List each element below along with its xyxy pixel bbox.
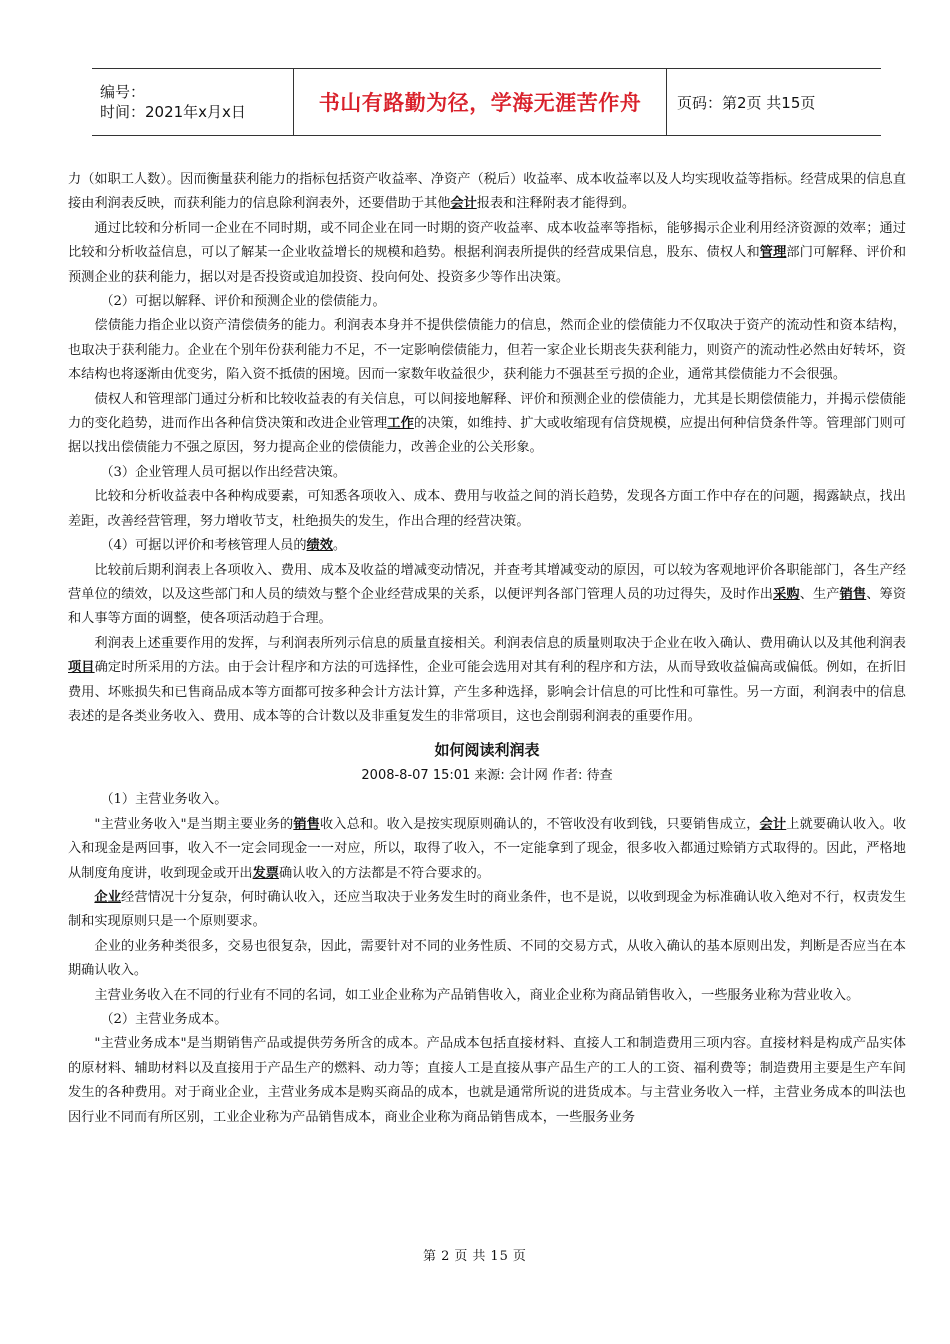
article-meta: 2008-8-07 15:01 来源: 会计网 作者: 待查 xyxy=(361,768,613,784)
text: 债权人和管理部门通过分析和比较收益表的有关信息，可以间接地解释、评价和预测企业的偿债能力，尤其是长期偿债能力，并揭示偿债能力的变化趋势，进而作出各种信贷决策和改进企业管理 xyxy=(68,391,906,432)
paragraph xyxy=(68,168,906,217)
text: 确定时所采用的方法。由于会计程序和方法的可选择性，企业可能会选用对其有利的程序和方法，从而导致收益偏高或偏低。例如，在折旧费用、坏账损失和已售商品成本等方面都可按多种会计方法计算，产生多种选择，影响会计信息的可比性和可靠性。另一方面，利润表中的信息表述的是各类业务收入、费用、成本等的合计数以及非重复发生的非常项目，这也会削弱利润表的重要作用。 xyxy=(68,660,906,724)
time-label: 时间：2021年x月x日 xyxy=(100,103,246,121)
text: 力（如职工人数）。因而衡量获利能力的指标包括资产收益率、净资产（税后）收益率、成本收益率以及人均实现收益等指标。经营成果的信息直接由利润表反映，而获利能力的信息除利润表外，还要借助于其他 xyxy=(68,172,906,212)
text: （4）可据以评价和考核管理人员的 xyxy=(100,538,307,554)
text: 确认收入的方法都是不符合要求的。 xyxy=(279,865,490,881)
text: 、筹资和人事等方面的调整，使各项活动趋于合理。 xyxy=(68,586,907,627)
paragraph xyxy=(68,217,906,290)
section-heading: （2）可据以解释、评价和预测企业的偿债能力。 xyxy=(100,294,386,310)
paragraph: "主营业务成本"是当期销售产品或提供劳务所含的成本。产品成本包括直接材料、直接人工和制造费用三项内容。直接材料是构成产品实体的原材料、辅助材料以及直接用于产品生产的燃料、动力等；直接人工是直接从事产品生产的工人的工资、福利费等；制造费用主要是生产车间发生的各种费用。对于商业企业，主营业务成本是购买商品的成本，也就是通常所说的进货成本。与主营业务收入一样，主营业务成本的叫法也因行业不同而有所区别，工业企业称为产品销售成本，商业企业称为商品销售成本，一些服务业务 xyxy=(68,1036,906,1125)
paragraph: 企业的业务种类很多，交易也很复杂，因此，需要针对不同的业务性质、不同的交易方式，从收入确认的基本原则出发，判断是否应当在本期确认收入。 xyxy=(68,938,906,979)
page-header xyxy=(92,68,881,136)
text: 收入总和。收入是按实现原则确认的，不管收没有收到钱，只要销售成立， xyxy=(319,816,760,832)
link-xiaoshou-2[interactable]: 销售 xyxy=(293,816,320,832)
link-xiangmu[interactable]: 项目 xyxy=(68,660,95,676)
paragraph: 比较和分析收益表中各种构成要素，可知悉各项收入、成本、费用与收益之间的消长趋势，发现各方面工作中存在的问题，揭露缺点，找出差距，改善经营管理，努力增收节支，杜绝损失的发生，作出合理的经营决策。 xyxy=(68,489,906,529)
text: 报表和注释附表才能得到。 xyxy=(476,196,636,212)
paragraph xyxy=(68,559,906,632)
section-heading: （2）主营业务成本。 xyxy=(100,1012,228,1027)
footer-text: 共 xyxy=(472,1249,487,1264)
link-fapiao[interactable]: 发票 xyxy=(252,865,279,881)
text: 上就要确认收入。收入和现金是两回事，收入不一定会同现金一一对应，所以，取得了收入，不一定能拿到了现金，很多收入都通过赊销方式取得的。因此，严格地从制度角度讲，收到现金或开出 xyxy=(68,816,907,881)
footer-text: 第 xyxy=(423,1249,438,1264)
paragraph: 偿债能力指企业以资产清偿债务的能力。利润表本身并不提供偿债能力的信息，然而企业的偿债能力不仅取决于资产的流动性和资本结构，也取决于获利能力。企业在个别年份获利能力不足，不一定影响偿债能力，但若一家企业长期丧失获利能力，则资产的流动性必然由好转坏，资本结构也将逐渐由优变劣，陷入资不抵债的困境。因而一家数年收益很少，获利能力不强甚至亏损的企业，通常其偿债能力不会很强。 xyxy=(68,318,906,383)
text: 的决策，如维持、扩大或收缩现有信贷规模，应提出何种信贷条件等。管理部门则可据以找出偿债能力不强之原因，努力提高企业的偿债能力，改善企业的公关形象。 xyxy=(68,416,906,456)
footer-text: 页 xyxy=(512,1249,527,1264)
section-heading: （3）企业管理人员可据以作出经营决策。 xyxy=(100,464,347,480)
number-label: 编号： xyxy=(100,83,146,101)
link-qiye[interactable]: 企业 xyxy=(94,889,122,905)
text: 比较前后期利润表上各项收入、费用、成本及收益的增减变动情况，并查考其增减变动的原因，可以较为客观地评价各职能部门，各生产经营单位的绩效，以及这些部门和人员的绩效与整个企业经营成果的关系，以便评判各部门管理人员的功过得失，及时作出 xyxy=(68,562,906,602)
link-xiaoshou[interactable]: 销售 xyxy=(839,586,867,602)
section-heading xyxy=(68,534,906,558)
header-page-cell xyxy=(667,69,881,135)
text: 。 xyxy=(332,538,347,554)
document-body xyxy=(68,168,906,1130)
link-guanli[interactable]: 管理 xyxy=(759,245,787,261)
text: 部门可解释、评价和预测企业的获利能力，据以对是否投资或追加投资、投向何处、投资多少等作出决策。 xyxy=(68,245,907,285)
page-footer xyxy=(0,1245,950,1264)
link-kuaiji[interactable]: 会计 xyxy=(450,196,477,212)
footer-text: 页 xyxy=(454,1249,469,1264)
paragraph xyxy=(68,388,906,461)
section-heading: （1）主营业务收入。 xyxy=(100,792,228,808)
header-meta xyxy=(92,69,294,135)
text: 通过比较和分析同一企业在不同时期，或不同企业在同一时期的资产收益率、成本收益率等指标，能够揭示企业利用经济资源的效率；通过比较和分析收益信息，可以了解某一企业收益增长的规模和趋势。根据利润表所提供的经营成果信息，股东、债权人和 xyxy=(68,220,906,261)
paragraph xyxy=(68,632,906,730)
link-caigou[interactable]: 采购 xyxy=(773,586,800,602)
article-title: 如何阅读利润表 xyxy=(434,741,540,760)
link-kuaiji-2[interactable]: 会计 xyxy=(759,816,787,832)
motto: 书山有路勤为径，学海无涯苦作舟 xyxy=(318,91,642,115)
link-gongzuo[interactable]: 工作 xyxy=(387,416,414,432)
footer-page-number: 2 xyxy=(441,1249,451,1264)
paragraph xyxy=(68,813,906,886)
link-jixiao[interactable]: 绩效 xyxy=(306,538,333,554)
text: 、生产 xyxy=(799,586,840,602)
text: "主营业务收入"是当期主要业务的 xyxy=(94,816,294,832)
paragraph xyxy=(68,886,906,935)
footer-total-pages: 15 xyxy=(490,1249,509,1264)
header-motto-cell xyxy=(294,69,667,135)
text: 利润表上述重要作用的发挥，与利润表所列示信息的质量直接相关。利润表信息的质量则取决于企业在收入确认、费用确认以及其他利润表 xyxy=(94,635,906,651)
text: 经营情况十分复杂，何时确认收入，还应当取决于业务发生时的商业条件，也不是说，以收到现金为标准确认收入绝对不行，权责发生制和实现原则只是一个原则要求。 xyxy=(68,889,907,930)
page-label: 页码：第2页 共15页 xyxy=(677,93,816,112)
paragraph: 主营业务收入在不同的行业有不同的名词，如工业企业称为产品销售收入，商业企业称为商品销售收入，一些服务业称为营业收入。 xyxy=(94,987,860,1003)
